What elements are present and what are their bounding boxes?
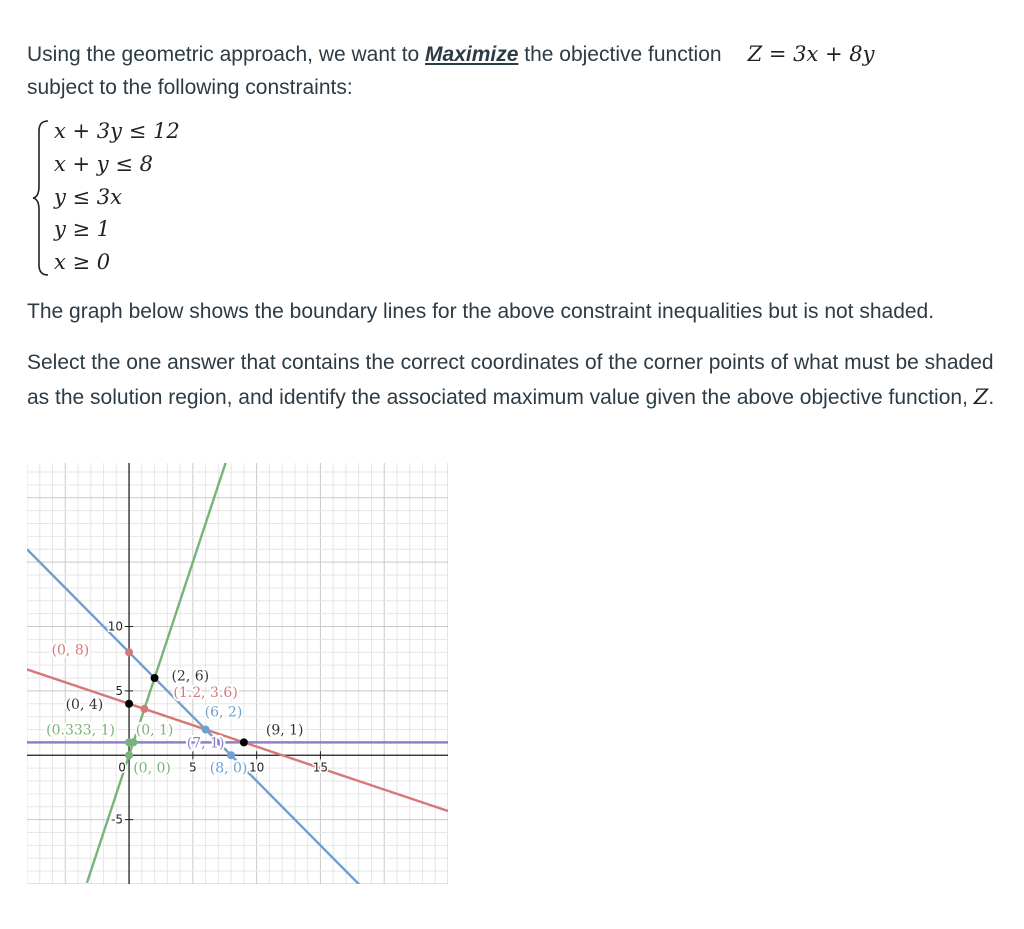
grid	[27, 463, 448, 884]
y-tick-label: 5	[115, 683, 124, 698]
graph	[27, 463, 448, 884]
y-tick-label: 10	[107, 619, 124, 634]
question-var: Z	[973, 385, 989, 409]
intro-text-1: Using the geometric approach, we want to	[27, 43, 426, 66]
plot-background	[27, 463, 448, 884]
question-body: Select the one answer that contains the correct coordinates of the corner points of what must be shaded as the solution region, and identify the associated maximum value given the above objective function,	[27, 351, 994, 409]
x-tick-label: 0	[118, 760, 126, 775]
point-label: (6, 2)	[204, 704, 243, 721]
x-tick-label: 10	[248, 760, 265, 775]
point-label: (2, 6)	[171, 668, 210, 685]
graph-note: The graph below shows the boundary lines for the above constraint inequalities but is not shaded.	[27, 300, 935, 323]
y-tick-label: -5	[111, 812, 124, 827]
corner-point	[140, 705, 148, 713]
point-label: (0.333, 1)	[46, 722, 115, 739]
intro-paragraph	[27, 37, 997, 72]
x-tick-label: 15	[312, 760, 329, 775]
point-label: (0, 0)	[133, 760, 171, 777]
point-label: (1.2, 3.6)	[173, 685, 238, 702]
constraint-3: y ≤ 3x	[54, 185, 123, 209]
corner-point	[151, 674, 159, 682]
corner-point	[202, 726, 210, 734]
constraint-1: x + 3y ≤ 12	[54, 119, 180, 143]
question-text	[27, 346, 997, 415]
constraint-4: y ≥ 1	[54, 217, 111, 241]
constraint-2: x + y ≤ 8	[54, 152, 153, 176]
constraint-5: x ≥ 0	[54, 250, 111, 274]
corner-point	[227, 751, 235, 759]
corner-point	[240, 738, 248, 746]
point-label: (7, 1)	[186, 735, 225, 752]
point-label: (8, 0)	[209, 760, 248, 777]
question-end: .	[988, 386, 995, 409]
point-label: (0, 4)	[65, 696, 104, 713]
x-tick-label: 5	[189, 760, 197, 775]
intro-text-2: the objective function	[518, 43, 722, 66]
objective-function: Z = 3x + 8y	[747, 42, 875, 66]
maximize-link[interactable]: Maximize	[425, 43, 519, 66]
constraint-graph	[27, 463, 448, 884]
subject-to-text: subject to the following constraints:	[27, 76, 353, 99]
constraint-system	[30, 118, 250, 278]
point-label: (0, 1)	[135, 722, 174, 739]
point-label: (9, 1)	[265, 722, 304, 739]
point-label: (0, 8)	[51, 642, 90, 659]
corner-point	[125, 751, 133, 759]
left-brace-icon	[30, 118, 52, 278]
corner-point	[125, 738, 133, 746]
corner-point	[125, 648, 133, 656]
corner-point	[125, 700, 133, 708]
